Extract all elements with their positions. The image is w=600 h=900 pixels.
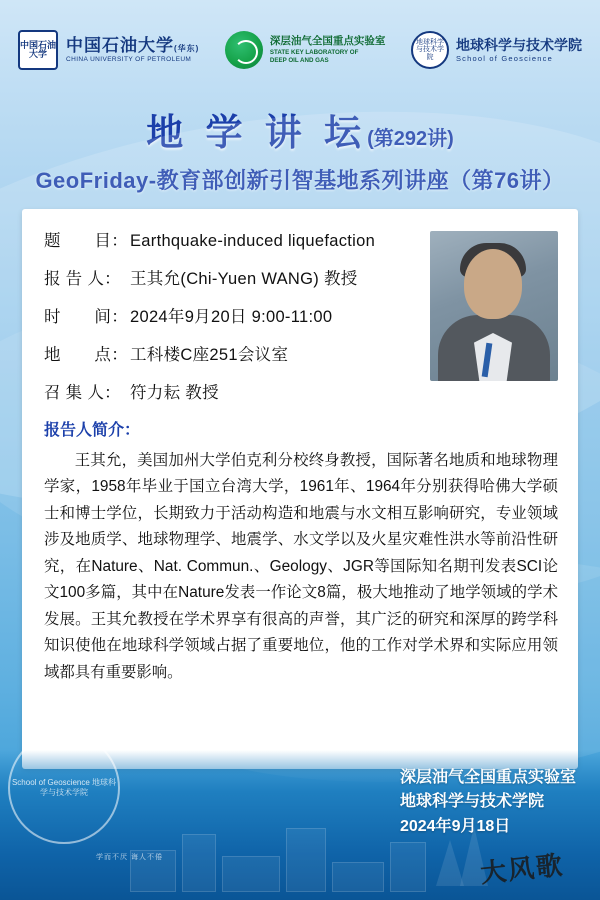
skyline-building <box>222 856 280 892</box>
university-name-cn-suffix: (华东) <box>174 44 200 54</box>
header-logo-bar <box>0 0 600 86</box>
laboratory-globe-icon <box>225 31 263 69</box>
footer <box>0 750 600 900</box>
info-value-convener: 符力耘 教授 <box>130 384 219 402</box>
portrait-head <box>464 249 522 319</box>
footer-date: 2024年9月18日 <box>399 818 511 836</box>
logo-school-of-geoscience <box>411 31 582 69</box>
footer-organization <box>400 766 576 840</box>
school-seal-text: 地球科学与技术学院 <box>415 38 444 61</box>
school-seal-icon <box>411 31 449 69</box>
title-block <box>0 102 600 195</box>
portrait-shirt <box>474 333 512 381</box>
info-label-location: 地 点： <box>44 346 128 364</box>
speaker-portrait <box>430 231 558 381</box>
skyline-building <box>182 834 216 892</box>
page-subtitle: GeoFriday-教育部创新引智基地系列讲座（第76讲） <box>35 168 565 193</box>
info-value-speaker: 王其允(Chi-Yuen WANG) 教授 <box>130 270 358 288</box>
university-name-en: CHINA UNIVERSITY OF PETROLEUM <box>66 55 192 63</box>
info-label-speaker: 报 告 人： <box>44 270 121 288</box>
logo-china-university-of-petroleum <box>18 30 199 70</box>
laboratory-name-en-line1: STATE KEY LABORATORY OF <box>269 48 359 56</box>
laboratory-name-en-line2: DEEP OIL AND GAS <box>269 56 329 64</box>
info-value-topic: Earthquake-induced liquefaction <box>130 232 376 250</box>
info-value-location: 工科楼C座251会议室 <box>130 346 289 364</box>
info-label-convener: 召 集 人： <box>44 384 121 402</box>
footer-org-line-1: 深层油气全国重点实验室 <box>399 768 576 786</box>
info-card <box>22 209 578 769</box>
university-seal-icon <box>18 30 58 70</box>
info-value-time: 2024年9月20日 9:00-11:00 <box>130 308 333 326</box>
university-name-cn-text: 中国石油大学 <box>66 36 174 56</box>
info-label-topic: 题 目： <box>44 232 128 250</box>
skyline-building <box>286 828 326 892</box>
footer-tiny-note: 学而不厌 诲人不倦 <box>96 854 163 861</box>
school-watermark-text: School of Geoscience 地球科学与技术学院 <box>11 778 117 797</box>
university-seal-text: 中国石油大学 <box>20 39 57 59</box>
school-name-en: School of Geoscience <box>455 53 553 63</box>
bio-text: 王其允，美国加州大学伯克利分校终身教授，国际著名地质和地球物理学家，1958年毕业于国立台湾大学，1961年、1964年分别获得哈佛大学硕士和博士学位，长期致力于活动构造和地震与水文相互影响研究，专业领域涉及地质学、地球物理学、地震学、水文学以及火星灾难性洪水等前沿性研究，在Nature、Nat. Commun.、Geology、JGR等国际知名期刊发表SCI论文100多篇，其中在Nature发表一作论文8篇，极大地推动了地学领域的学术发展。王其允教授在学术界享有很高的声誉，其广泛的研究和深厚的跨学科知识使他在地球科学领域占据了重要地位，他的工作对学术界和实际应用领域都具有重要影响。 <box>44 452 558 681</box>
footer-org-line-2: 地球科学与技术学院 <box>399 793 544 811</box>
laboratory-name-cn: 深层油气全国重点实验室 <box>269 35 386 48</box>
page-title <box>146 102 454 156</box>
page-title-text: 地 学 讲 坛 <box>146 112 368 153</box>
info-label-time: 时 间： <box>44 308 128 326</box>
calligraphy-stamp: 大风歌 <box>478 850 566 889</box>
bio-heading: 报告人简介： <box>44 422 141 439</box>
school-watermark-seal <box>8 732 120 844</box>
page-title-session: (第292讲) <box>367 128 454 150</box>
school-name-cn: 地球科学与技术学院 <box>455 37 582 54</box>
skyline-building <box>332 862 384 892</box>
university-name-cn <box>66 37 199 56</box>
logo-state-key-laboratory <box>225 31 386 69</box>
skyline-building <box>390 842 426 892</box>
info-row-convener <box>44 379 558 403</box>
